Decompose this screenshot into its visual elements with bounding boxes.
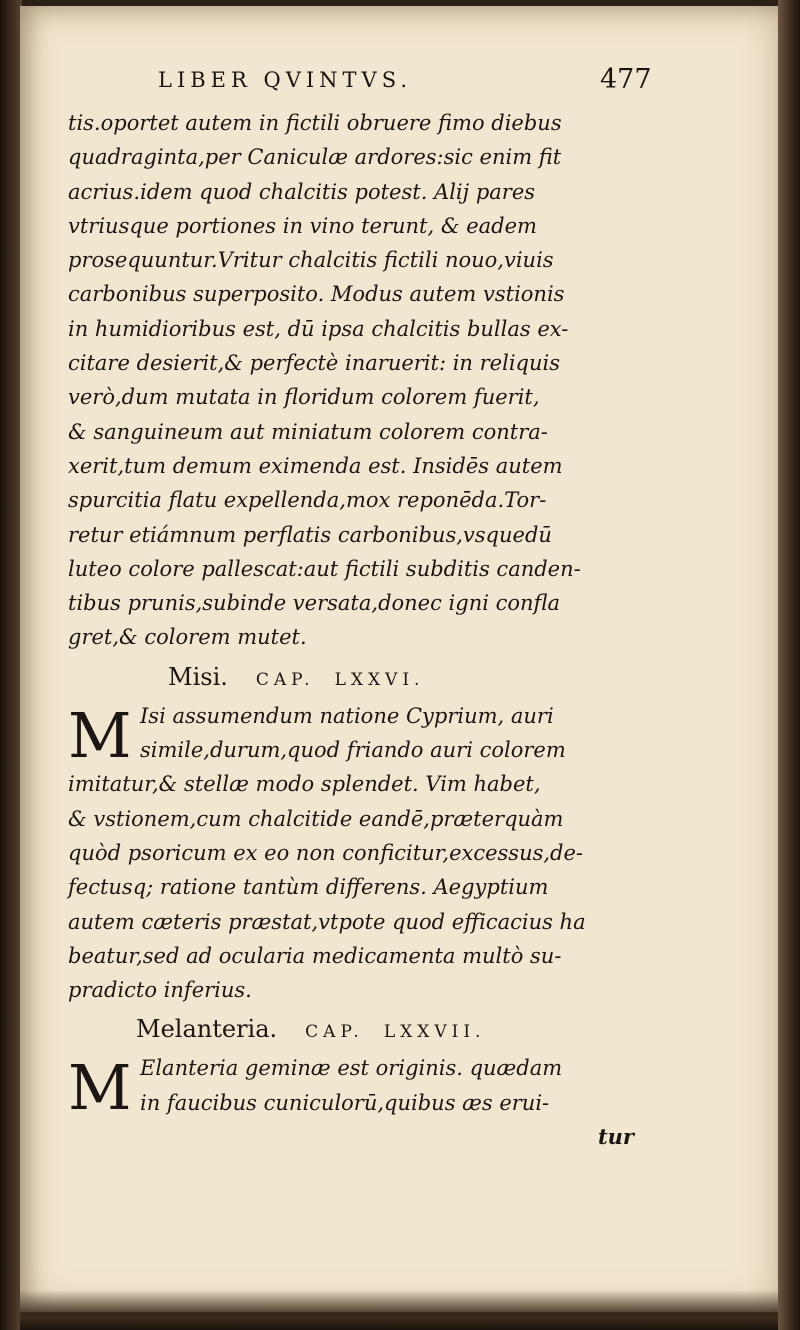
text-line-content: quòd psoricum ex eo non conficitur,excessus,de-: [68, 840, 584, 865]
text-line-content: xerit,tum demum eximenda est. Insidēs autem: [68, 453, 563, 478]
text-line-content: carbonibus superposito. Modus autem vstionis: [68, 282, 565, 307]
text-line-content: simile,durum,quod friando auri colorem: [140, 738, 566, 763]
text-line-content: imitatur,& stellæ modo splendet. Vim habet,: [68, 772, 541, 797]
text-line-content: beatur,sed ad ocularia medicamenta multò su-: [68, 943, 562, 968]
text-line: [68, 106, 638, 140]
text-line-content: citare desierit,& perfectè inaruerit: in reliquis: [68, 351, 560, 376]
text-line: [68, 870, 638, 904]
chapter-heading-misi: [68, 655, 638, 699]
text-line: [68, 243, 638, 277]
text-line: [68, 415, 638, 449]
text-line: [68, 209, 638, 243]
text-line-content: tis.oportet autem in fictili obruere fimo diebus: [68, 111, 562, 135]
text-line-content: Elanteria geminæ est originis. quædam: [140, 1056, 563, 1081]
text-line-content: & sanguineum aut miniatum colorem contra-: [68, 419, 548, 444]
text-line: [68, 552, 638, 586]
catchword-line: [68, 1120, 638, 1154]
text-line: [68, 973, 638, 1007]
book-edge-right: [778, 0, 800, 1330]
text-line: [68, 905, 638, 939]
text-line-content: & vstionem,cum chalcitide eandē,præterquàm: [68, 806, 564, 831]
text-line-content: quadraginta,per Caniculæ ardores:sic enim fit: [68, 145, 562, 170]
text-line-content: spurcitia flatu expellenda,mox reponēda.Tor-: [68, 488, 547, 513]
text-line: [68, 277, 638, 311]
text-line-content: in faucibus cuniculorū,quibus æs erui-: [140, 1090, 550, 1115]
text-line: [68, 518, 638, 552]
text-line-content: fectusq; ratione tantùm differens. Aegyptium: [68, 875, 549, 900]
chapter-number: LXXVI.: [334, 669, 425, 690]
chapter-title: Melanteria.: [136, 1015, 278, 1044]
chapter-cap-label: CAP.: [255, 669, 315, 690]
book-gutter-left: [0, 0, 22, 1330]
chapter-number: LXXVII.: [383, 1022, 486, 1043]
text-line: [68, 346, 638, 380]
text-line: [68, 699, 638, 733]
text-line: [68, 312, 638, 346]
chapter-heading-melanteria: [68, 1007, 638, 1051]
text-line-content: prosequuntur.Vritur chalcitis fictili nouo,viuis: [68, 248, 554, 273]
text-line-content: vtriusque portiones in vino terunt, & eadem: [68, 213, 537, 238]
text-line-content: in humidioribus est, dū ipsa chalcitis bullas ex-: [68, 316, 569, 341]
text-line-content: luteo colore pallescat:aut fictili subditis canden-: [68, 556, 581, 581]
text-line: [68, 586, 638, 620]
drop-initial: M: [68, 1051, 132, 1125]
catchword: tur: [597, 1124, 634, 1150]
text-line: [68, 1086, 638, 1120]
page-number: 477: [600, 64, 652, 95]
text-line: [68, 836, 638, 870]
chapter-cap-label: CAP.: [305, 1022, 364, 1043]
text-line: [68, 939, 638, 973]
chapter-body-melanteria: [68, 1051, 638, 1154]
text-block: [68, 106, 638, 1154]
text-line-content: tibus prunis,subinde versata,donec igni confla: [68, 591, 561, 616]
text-line: [68, 449, 638, 483]
text-line: [68, 1051, 638, 1085]
text-line-content: acrius.idem quod chalcitis potest. Alij pares: [68, 179, 536, 204]
text-line: [68, 380, 638, 414]
text-line: [68, 620, 638, 654]
opening-paragraph: [68, 106, 638, 655]
text-line-content: Isi assumendum natione Cyprium, auri: [140, 703, 554, 728]
text-line: [68, 175, 638, 209]
text-line: [68, 767, 638, 801]
text-line-content: retur etiámnum perflatis carbonibus,vsquedū: [68, 522, 552, 547]
text-line-content: autem cæteris præstat,vtpote quod efficacius ha: [68, 909, 586, 934]
text-line: [68, 483, 638, 517]
text-line: [68, 802, 638, 836]
drop-initial: M: [68, 698, 132, 772]
book-page: [20, 6, 780, 1312]
chapter-body-misi: [68, 699, 638, 1008]
text-line-content: verò,dum mutata in floridum colorem fuerit,: [68, 385, 540, 410]
page-bottom-edge: [20, 1290, 780, 1330]
text-line-content: gret,& colorem mutet.: [68, 625, 307, 650]
running-title: LIBER QVINTVS.: [158, 68, 413, 92]
text-line: [68, 733, 638, 767]
text-line-content: pradicto inferius.: [68, 978, 252, 1003]
text-line: [68, 140, 638, 174]
chapter-title: Misi.: [168, 662, 228, 691]
page-header: [20, 64, 780, 104]
